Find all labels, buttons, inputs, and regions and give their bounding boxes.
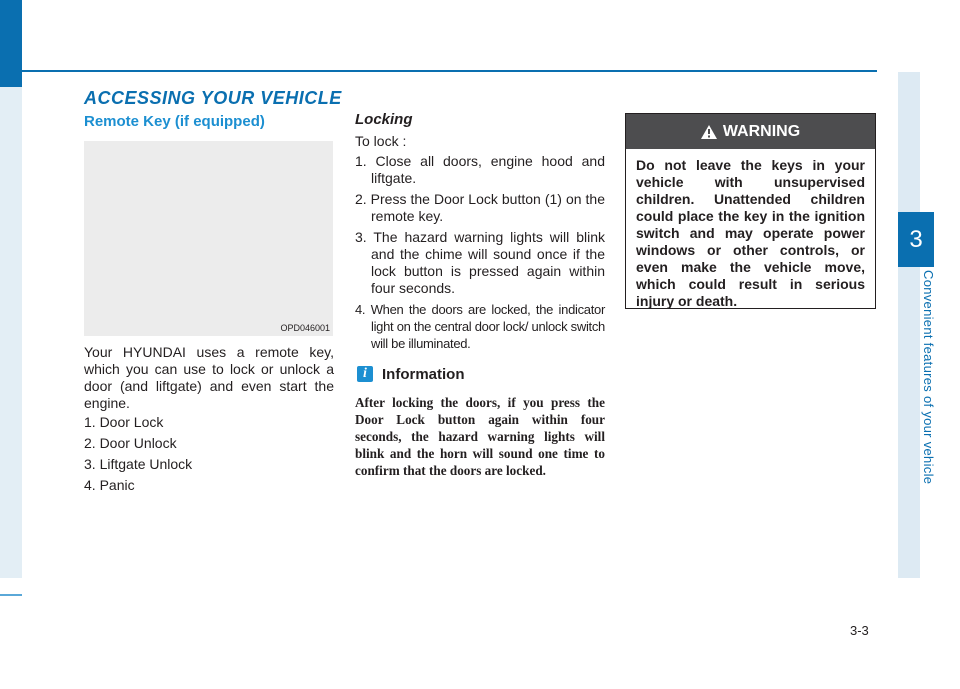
header-rule [22, 70, 877, 72]
information-icon: i [357, 366, 373, 382]
left-margin-line [0, 594, 22, 596]
remote-key-intro: Your HYUNDAI uses a remote key, which you can use to lock or unlock a door (and liftgate) and even start the engine. [84, 344, 334, 411]
chapter-number-tab[interactable]: 3 [898, 212, 934, 267]
remote-key-heading: Remote Key (if equipped) [84, 113, 265, 130]
warning-body: Do not leave the keys in your vehicle with unsupervised children. Unattended children could place the key in the ignition switch and may operate power windows or other controls, or even make the vehicle move, which could result in serious injury or death. [636, 157, 865, 309]
list-item: 4. When the doors are locked, the indicator light on the central door lock/ unlock switch will be illuminated. [355, 302, 605, 351]
list-item: 4. Panic [84, 477, 135, 493]
section-title: ACCESSING YOUR VEHICLE [84, 88, 342, 108]
list-item: 2. Door Unlock [84, 435, 177, 451]
information-body: After locking the doors, if you press the Door Lock button again within four seconds, the hazard warning lights will blink and the horn will sound one time to confirm that the doors are locked. [355, 395, 605, 478]
warning-header [626, 114, 875, 149]
locking-steps [355, 153, 605, 356]
remote-key-figure [84, 141, 333, 336]
warning-box [625, 113, 876, 309]
chapter-title: Convenient features of your vehicle [921, 270, 936, 485]
figure-code: OPD046001 [280, 323, 330, 333]
list-item: 1. Door Lock [84, 414, 164, 430]
page-number: 3-3 [850, 623, 869, 638]
locking-heading: Locking [355, 111, 413, 128]
list-item: 2. Press the Door Lock button (1) on the remote key. [355, 191, 605, 224]
warning-triangle-icon [701, 125, 717, 139]
locking-intro: To lock : [355, 133, 407, 149]
list-item: 3. The hazard warning lights will blink and the chime will sound once if the lock button is pressed again within four seconds. [355, 229, 605, 296]
information-heading: Information [382, 366, 465, 383]
remote-key-button-list [84, 414, 192, 498]
list-item: 1. Close all doors, engine hood and liftgate. [355, 153, 605, 186]
warning-label: WARNING [722, 122, 801, 140]
left-margin-tab [0, 0, 22, 87]
chapter-title-vertical [916, 270, 936, 495]
list-item: 3. Liftgate Unlock [84, 456, 193, 472]
